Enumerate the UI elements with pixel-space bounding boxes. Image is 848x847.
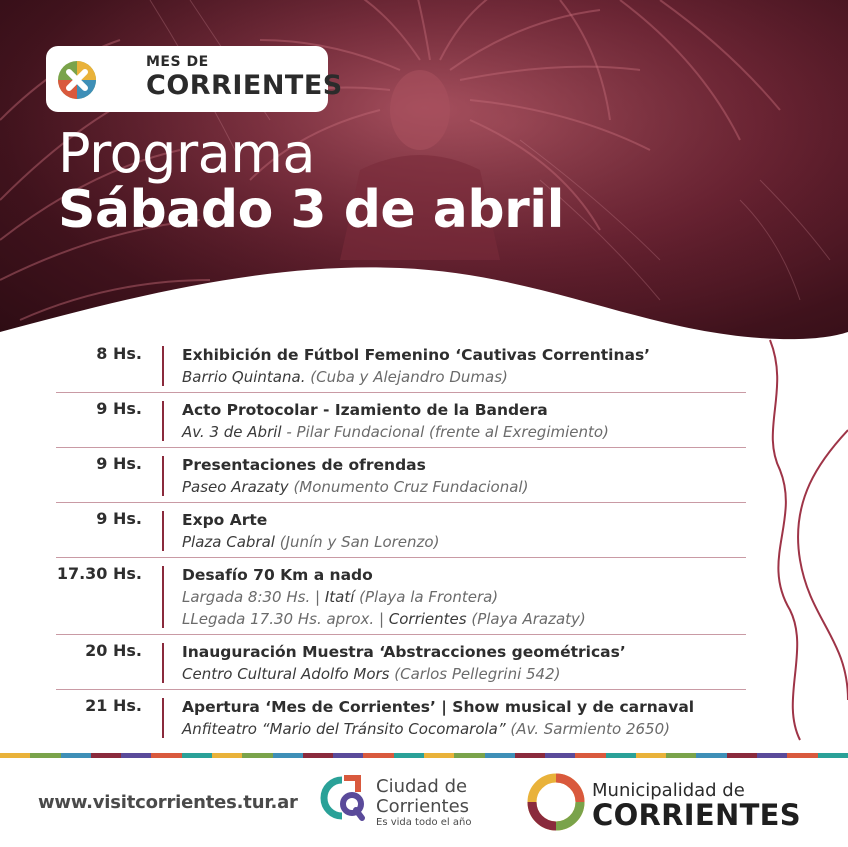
event-location bbox=[182, 421, 746, 443]
schedule-row bbox=[56, 558, 746, 635]
stripe-segment bbox=[696, 753, 726, 758]
event-location bbox=[182, 531, 746, 553]
stripe-segment bbox=[91, 753, 121, 758]
location-detail: (Av. Sarmiento 2650) bbox=[505, 720, 670, 738]
event-title: Acto Protocolar - Izamiento de la Bandera bbox=[182, 401, 548, 419]
location-place: Paseo Arazaty bbox=[182, 478, 289, 496]
ciudad-de-corrientes-logo bbox=[318, 770, 498, 830]
row-divider bbox=[162, 456, 164, 496]
event-title: Exhibición de Fútbol Femenino ‘Cautivas Correntinas’ bbox=[182, 346, 651, 364]
event-content bbox=[182, 503, 746, 557]
location-place: Av. 3 de Abril bbox=[182, 423, 282, 441]
stripe-segment bbox=[303, 753, 333, 758]
muni-ring-icon bbox=[526, 772, 586, 832]
schedule-row bbox=[56, 635, 746, 690]
stripe-segment bbox=[0, 753, 30, 758]
stripe-segment bbox=[121, 753, 151, 758]
event-content bbox=[182, 338, 746, 392]
page-date: Sábado 3 de abril bbox=[58, 180, 564, 240]
location-place: Anfiteatro “Mario del Tránsito Cocomarola” bbox=[182, 720, 506, 738]
event-content bbox=[182, 558, 746, 634]
location-detail: (Junín y San Lorenzo) bbox=[274, 533, 440, 551]
event-location bbox=[182, 366, 746, 388]
row-divider bbox=[162, 401, 164, 441]
stripe-segment bbox=[636, 753, 666, 758]
row-divider bbox=[162, 346, 164, 386]
municipalidad-logo bbox=[526, 770, 826, 836]
schedule-row bbox=[56, 503, 746, 558]
schedule-row bbox=[56, 393, 746, 448]
event-time: 9 Hs. bbox=[96, 509, 142, 528]
stripe-segment bbox=[333, 753, 363, 758]
event-content bbox=[182, 448, 746, 502]
stripe-segment bbox=[515, 753, 545, 758]
mes-de-corrientes-logo bbox=[46, 46, 343, 112]
event-content bbox=[182, 393, 746, 447]
event-location bbox=[182, 608, 746, 630]
event-location bbox=[182, 663, 746, 685]
event-time: 9 Hs. bbox=[96, 399, 142, 418]
ciudad-line2: Corrientes bbox=[376, 796, 470, 817]
schedule-row bbox=[56, 690, 746, 744]
schedule-row bbox=[56, 448, 746, 503]
event-title: Inauguración Muestra ‘Abstracciones geométricas’ bbox=[182, 643, 626, 661]
event-time: 17.30 Hs. bbox=[56, 564, 142, 583]
schedule-list bbox=[56, 338, 746, 744]
stripe-segment bbox=[212, 753, 242, 758]
stripe-segment bbox=[727, 753, 757, 758]
stripe-segment bbox=[394, 753, 424, 758]
ciudad-line1: Ciudad de bbox=[376, 776, 468, 797]
badge-main-text: CORRIENTES bbox=[146, 70, 343, 101]
location-detail: (Playa la Frontera) bbox=[354, 588, 499, 606]
website-url[interactable]: www.visitcorrientes.tur.ar bbox=[38, 792, 298, 813]
event-title: Apertura ‘Mes de Corrientes’ | Show musical y de carnaval bbox=[182, 698, 695, 716]
event-title: Presentaciones de ofrendas bbox=[182, 456, 426, 474]
stripe-segment bbox=[242, 753, 272, 758]
color-stripe bbox=[0, 753, 848, 758]
muni-line1: Municipalidad de bbox=[592, 780, 745, 801]
event-time: 8 Hs. bbox=[96, 344, 142, 363]
location-place: Centro Cultural Adolfo Mors bbox=[182, 665, 390, 683]
stripe-segment bbox=[606, 753, 636, 758]
event-content bbox=[182, 690, 746, 744]
stripe-segment bbox=[30, 753, 60, 758]
stripe-segment bbox=[485, 753, 515, 758]
location-detail: (Cuba y Alejandro Dumas) bbox=[305, 368, 508, 386]
location-detail: (Playa Arazaty) bbox=[466, 610, 586, 628]
row-divider bbox=[162, 643, 164, 683]
hero-banner bbox=[0, 0, 848, 360]
location-prefix: Largada 8:30 Hs. | bbox=[182, 588, 325, 606]
stripe-segment bbox=[454, 753, 484, 758]
stripe-segment bbox=[363, 753, 393, 758]
stripe-segment bbox=[545, 753, 575, 758]
page-title: Programa bbox=[58, 122, 315, 185]
stripe-segment bbox=[151, 753, 181, 758]
stripe-segment bbox=[182, 753, 212, 758]
event-title: Desafío 70 Km a nado bbox=[182, 566, 373, 584]
badge-top-text: MES DE bbox=[146, 54, 209, 70]
location-detail: (Monumento Cruz Fundacional) bbox=[288, 478, 529, 496]
stripe-segment bbox=[787, 753, 817, 758]
event-location bbox=[182, 718, 746, 740]
stripe-segment bbox=[757, 753, 787, 758]
location-detail: (Carlos Pellegrini 542) bbox=[389, 665, 561, 683]
location-detail: - Pilar Fundacional (frente al Exregimiento) bbox=[281, 423, 609, 441]
stripe-segment bbox=[273, 753, 303, 758]
location-place: Corrientes bbox=[388, 610, 467, 628]
event-time: 9 Hs. bbox=[96, 454, 142, 473]
event-location bbox=[182, 476, 746, 498]
colorful-x-icon bbox=[56, 59, 98, 101]
ciudad-tagline: Es vida todo el año bbox=[376, 817, 472, 828]
location-place: Barrio Quintana. bbox=[182, 368, 306, 386]
event-title: Expo Arte bbox=[182, 511, 268, 529]
location-place: Itatí bbox=[324, 588, 355, 606]
stripe-segment bbox=[666, 753, 696, 758]
cq-icon bbox=[318, 774, 368, 824]
schedule-row bbox=[56, 338, 746, 393]
stripe-segment bbox=[818, 753, 848, 758]
row-divider bbox=[162, 511, 164, 551]
location-prefix: LLegada 17.30 Hs. aprox. | bbox=[182, 610, 389, 628]
muni-line2: CORRIENTES bbox=[592, 798, 801, 832]
location-place: Plaza Cabral bbox=[182, 533, 275, 551]
stripe-segment bbox=[424, 753, 454, 758]
event-content bbox=[182, 635, 746, 689]
stripe-segment bbox=[61, 753, 91, 758]
event-time: 20 Hs. bbox=[85, 641, 142, 660]
stripe-segment bbox=[575, 753, 605, 758]
row-divider bbox=[162, 698, 164, 738]
event-time: 21 Hs. bbox=[85, 696, 142, 715]
event-location bbox=[182, 586, 746, 608]
row-divider bbox=[162, 566, 164, 628]
